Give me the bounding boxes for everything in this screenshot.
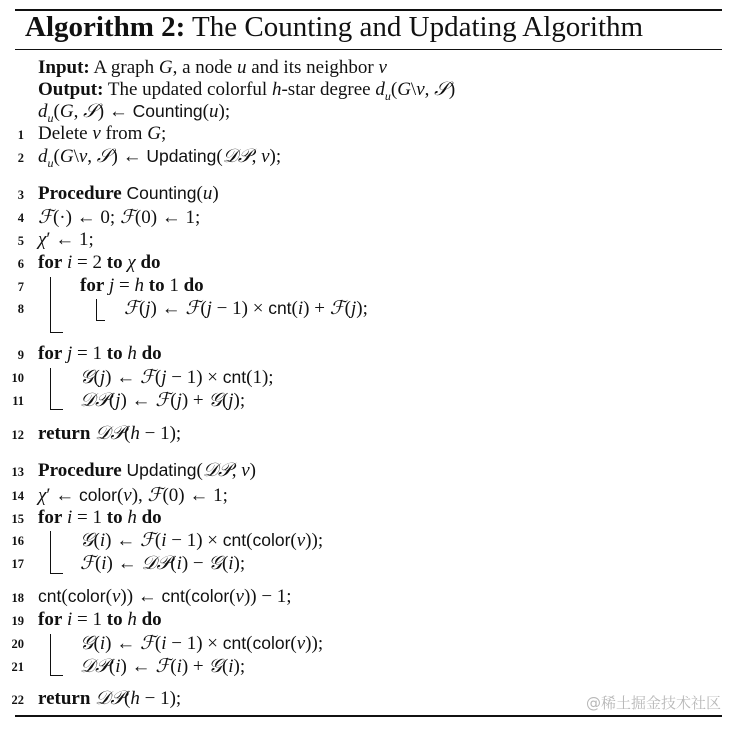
block-bracket-foot <box>96 320 105 321</box>
block-bracket <box>50 634 51 676</box>
line-number: 7 <box>17 280 24 294</box>
line-number: 20 <box>11 637 24 651</box>
line-number: 16 <box>11 534 24 548</box>
output-line: Output: The updated colorful h-star degree $d_u(G\backslash v$, 𝒮) <box>38 79 456 103</box>
block-bracket <box>96 299 97 321</box>
input-label: Input: <box>38 57 90 78</box>
line-number: 1 <box>17 128 24 142</box>
line-number: 3 <box>17 188 24 202</box>
algo-line: 17 ℱ(i) ← 𝒟𝒫(i) − 𝒢(i); <box>0 552 739 575</box>
algo-line: 6 for i = 2 to χ do <box>0 252 739 275</box>
algo-line: 5 χ′ ← 1; <box>0 229 739 252</box>
algo-line: 14 χ′ ← color(v), ℱ(0) ← 1; <box>0 484 739 507</box>
line-number: 11 <box>12 394 24 408</box>
line-number: 18 <box>11 591 24 605</box>
line-number: 5 <box>17 234 24 248</box>
algo-line: 10 𝒢(j) ← ℱ(j − 1) × cnt(1); <box>0 366 739 389</box>
output-label: Output: <box>38 79 104 100</box>
algo-line: 12 return 𝒟𝒫(h − 1); <box>0 423 739 446</box>
block-bracket-foot <box>50 573 63 574</box>
algo-line: 3 Procedure Counting(u) <box>0 183 739 206</box>
line-number: 10 <box>11 371 24 385</box>
block-bracket <box>50 368 51 410</box>
line-number: 22 <box>11 693 24 707</box>
line-number: 8 <box>17 302 24 316</box>
line-number: 9 <box>17 348 24 362</box>
algo-line: 1 Delete v from G; <box>0 123 739 146</box>
algo-line: 18 cnt(color(v)) ← cnt(color(v)) − 1; <box>0 586 739 609</box>
algorithm-label: Algorithm 2: <box>25 11 186 43</box>
algo-line: 9 for j = 1 to h do <box>0 343 739 366</box>
bottom-rule <box>15 715 722 717</box>
watermark: @稀土掘金技术社区 <box>585 694 721 712</box>
block-bracket-foot <box>50 675 63 676</box>
line-number: 2 <box>17 151 24 165</box>
line-number: 12 <box>11 428 24 442</box>
algo-line: 13 Procedure Updating(𝒟𝒫, v) <box>0 460 739 483</box>
algo-line: 7 for j = h to 1 do <box>0 275 739 298</box>
line-number: 4 <box>17 211 24 225</box>
algorithm-title <box>25 11 643 44</box>
line-number: 19 <box>11 614 24 628</box>
algo-line: $d_u(G$, 𝒮) ← Counting(u); <box>38 101 231 125</box>
algorithm-name: The Counting and Updating Algorithm <box>192 11 644 43</box>
block-bracket-foot <box>50 409 63 410</box>
algo-line: 15 for i = 1 to h do <box>0 507 739 530</box>
line-number: 6 <box>17 257 24 271</box>
block-bracket-foot <box>50 332 63 333</box>
block-bracket <box>50 277 51 333</box>
algo-line: 11 𝒟𝒫(j) ← ℱ(j) + 𝒢(j); <box>0 389 739 412</box>
block-bracket <box>50 531 51 574</box>
line-number: 14 <box>11 489 24 503</box>
line-number: 17 <box>11 557 24 571</box>
line-number: 21 <box>11 660 24 674</box>
algo-line: 8 ℱ(j) ← ℱ(j − 1) × cnt(i) + ℱ(j); <box>0 297 739 320</box>
algo-line: 22 return 𝒟𝒫(h − 1); <box>0 688 739 711</box>
line-number: 13 <box>11 465 24 479</box>
input-line: Input: A graph G, a node u and its neighbor v <box>38 57 387 78</box>
algo-line: 19 for i = 1 to h do <box>0 609 739 632</box>
algo-line: 21 𝒟𝒫(i) ← ℱ(i) + 𝒢(i); <box>0 655 739 678</box>
algo-line: 4 ℱ(·) ← 0; ℱ(0) ← 1; <box>0 206 739 229</box>
algo-line: 16 𝒢(i) ← ℱ(i − 1) × cnt(color(v)); <box>0 529 739 552</box>
title-rule <box>15 49 722 50</box>
algo-line: 20 𝒢(i) ← ℱ(i − 1) × cnt(color(v)); <box>0 632 739 655</box>
algo-line: 2 $d_u(G\backslash v$, 𝒮) ← Updating(𝒟𝒫, v); <box>0 146 739 169</box>
line-number: 15 <box>11 512 24 526</box>
